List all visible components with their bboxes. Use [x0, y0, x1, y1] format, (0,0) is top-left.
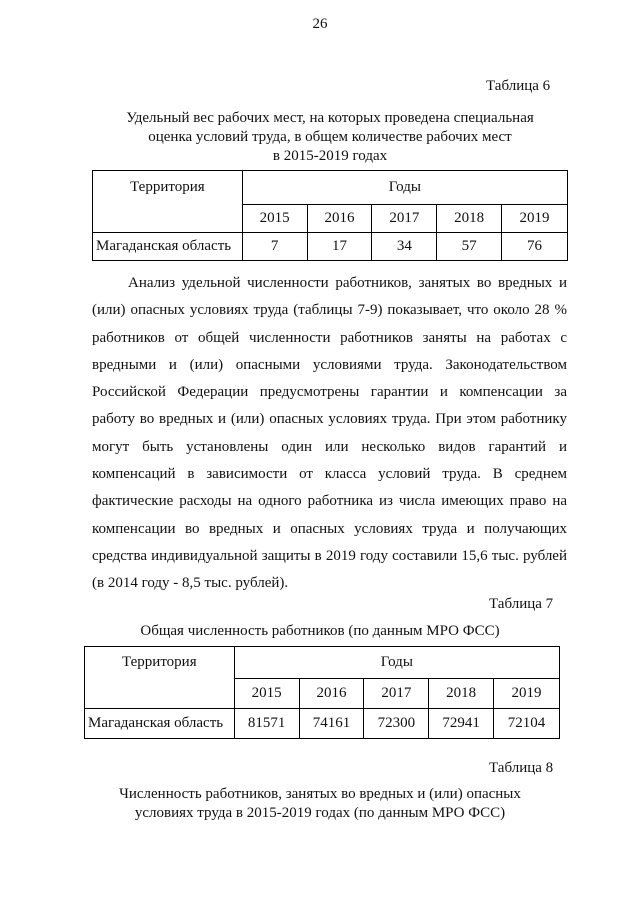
table-6-year: 2017 — [372, 205, 437, 233]
table-6-year: 2018 — [437, 205, 502, 233]
table-6-year: 2015 — [242, 205, 307, 233]
table-6-value-cell: 34 — [372, 233, 437, 261]
table-8-caption-line-1: Численность работников, занятых во вредных и (или) опасных — [119, 786, 521, 802]
table-6-value-cell: 17 — [307, 233, 372, 261]
table-6-header-territory: Территория — [93, 171, 243, 233]
table-7-year: 2017 — [364, 679, 429, 709]
table-7-header-territory: Территория — [85, 647, 235, 709]
table-6-caption-line-2: оценка условий труда, в общем количестве рабочих мест — [148, 129, 512, 145]
table-8-caption — [80, 785, 560, 823]
table-7-value-cell: 81571 — [234, 709, 299, 739]
table-6-caption — [90, 109, 570, 166]
table-7-value-cell: 72941 — [429, 709, 494, 739]
table-7-value-cell: 72104 — [494, 709, 560, 739]
table-7 — [84, 646, 560, 739]
body-paragraph-block — [92, 270, 567, 598]
table-6-year: 2016 — [307, 205, 372, 233]
body-paragraph: Анализ удельной численности работников, занятых во вредных и (или) опасных условиях труда (таблицы 7-9) показывает, что около 28 % работников от общей численности работников заняты на работах с вредными и (или) опасными условиями труда. Законодательством Российской Федерации предусмотрены гарантии и компенсации за работу во вредных и (или) опасных условиях труда. При этом работнику могут быть установлены один или несколько видов гарантий и компенсаций в зависимости от класса условий труда. В среднем фактические расходы на одного работника из числа имеющих право на компенсации во вредных и опасных условиях труда и получающих средства индивидуальной защиты в 2019 году составили 15,6 тыс. рублей (в 2014 году - 8,5 тыс. рублей). — [92, 275, 567, 592]
table-6-caption-line-1: Удельный вес рабочих мест, на которых проведена специальная — [126, 110, 534, 126]
table-7-value-cell: 72300 — [364, 709, 429, 739]
page-number: 26 — [312, 16, 328, 32]
table-6-caption-line-3: в 2015-2019 годах — [272, 148, 388, 164]
table-7-label: Таблица 7 — [489, 596, 554, 612]
table-6-label: Таблица 6 — [486, 78, 551, 94]
table-6-year: 2019 — [502, 205, 568, 233]
table-7-territory-cell: Магаданская область — [85, 709, 235, 739]
table-8-label: Таблица 8 — [489, 760, 554, 776]
table-8-caption-line-2: условиях труда в 2015-2019 годах (по данным МРО ФСС) — [134, 805, 506, 821]
table-7-value-cell: 74161 — [299, 709, 364, 739]
table-6-value-cell: 57 — [437, 233, 502, 261]
table-6-value-cell: 7 — [242, 233, 307, 261]
table-7-year: 2018 — [429, 679, 494, 709]
table-6-territory-cell: Магаданская область — [93, 233, 243, 261]
table-7-header-years: Годы — [234, 647, 559, 679]
table-7-year: 2016 — [299, 679, 364, 709]
table-6 — [92, 170, 568, 261]
table-6-header-years: Годы — [242, 171, 567, 205]
table-6-value-cell: 76 — [502, 233, 568, 261]
table-7-year: 2019 — [494, 679, 560, 709]
table-7-caption: Общая численность работников (по данным МРО ФСС) — [140, 623, 500, 639]
table-7-year: 2015 — [234, 679, 299, 709]
